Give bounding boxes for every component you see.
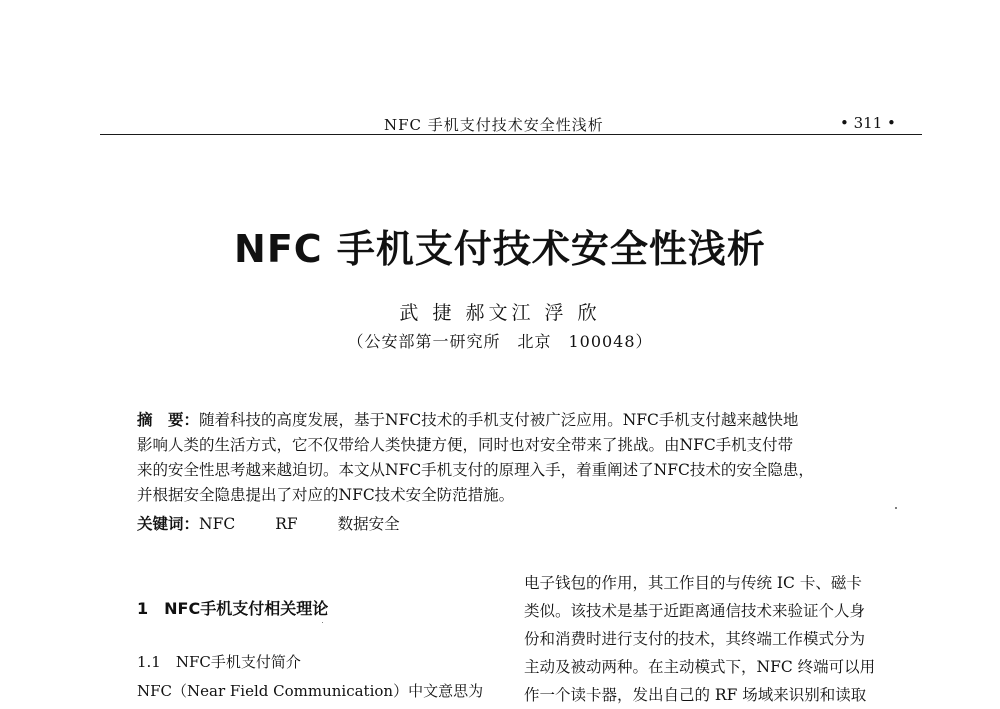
author-list: 武 捷 郝文江 浮 欣 [399, 302, 601, 324]
keyword-item: RF [275, 515, 298, 533]
affiliation: （公安部第一研究所 北京 100048） [347, 332, 653, 351]
abstract [137, 408, 897, 508]
keywords [137, 512, 400, 537]
abstract-label: 摘 要： [137, 411, 200, 429]
keyword-item: 数据安全 [337, 515, 400, 533]
page-number: • 311 • [840, 114, 896, 132]
header-rule [100, 134, 922, 135]
body-text-line: 电子钱包的作用，其工作目的与传统 IC 卡、磁卡 [524, 574, 862, 592]
abstract-text: 随着科技的高度发展，基于NFC技术的手机支付被广泛应用。NFC手机支付越来越快地 [199, 411, 799, 429]
paper-title: NFC 手机支付技术安全性浅析 [234, 227, 766, 271]
body-text-line: 份和消费时进行支付的技术，其终端工作模式分为 [524, 630, 866, 648]
section-heading: 1 NFC手机支付相关理论 [137, 599, 329, 618]
keyword-item: NFC [199, 515, 236, 533]
abstract-line: 来的安全性思考越来越迫切。本文从NFC手机支付的原理入手，着重阐述了NFC技术的安全隐患， [137, 461, 814, 479]
running-title: NFC 手机支付技术安全性浅析 [384, 116, 604, 134]
keywords-label: 关键词： [137, 515, 200, 533]
body-text-line: NFC（Near Field Communication）中文意思为 [137, 682, 484, 700]
scan-artifact [322, 622, 323, 623]
abstract-line [137, 408, 897, 433]
abstract-line: 影响人类的生活方式，它不仅带给人类快捷方便，同时也对安全带来了挑战。由NFC手机支付带 [137, 436, 794, 454]
body-text-line: 作一个读卡器，发出自己的 RF 场域来识别和读取 [524, 686, 867, 704]
subsection-heading: 1.1 NFC手机支付简介 [137, 653, 301, 671]
scan-artifact [895, 507, 897, 509]
body-text-line: 主动及被动两种。在主动模式下，NFC 终端可以用 [524, 658, 876, 676]
abstract-line: 并根据安全隐患提出了对应的NFC技术安全防范措施。 [137, 486, 515, 504]
body-text-line: 类似。该技术是基于近距离通信技术来验证个人身 [524, 602, 866, 620]
right-column-text [524, 569, 922, 709]
